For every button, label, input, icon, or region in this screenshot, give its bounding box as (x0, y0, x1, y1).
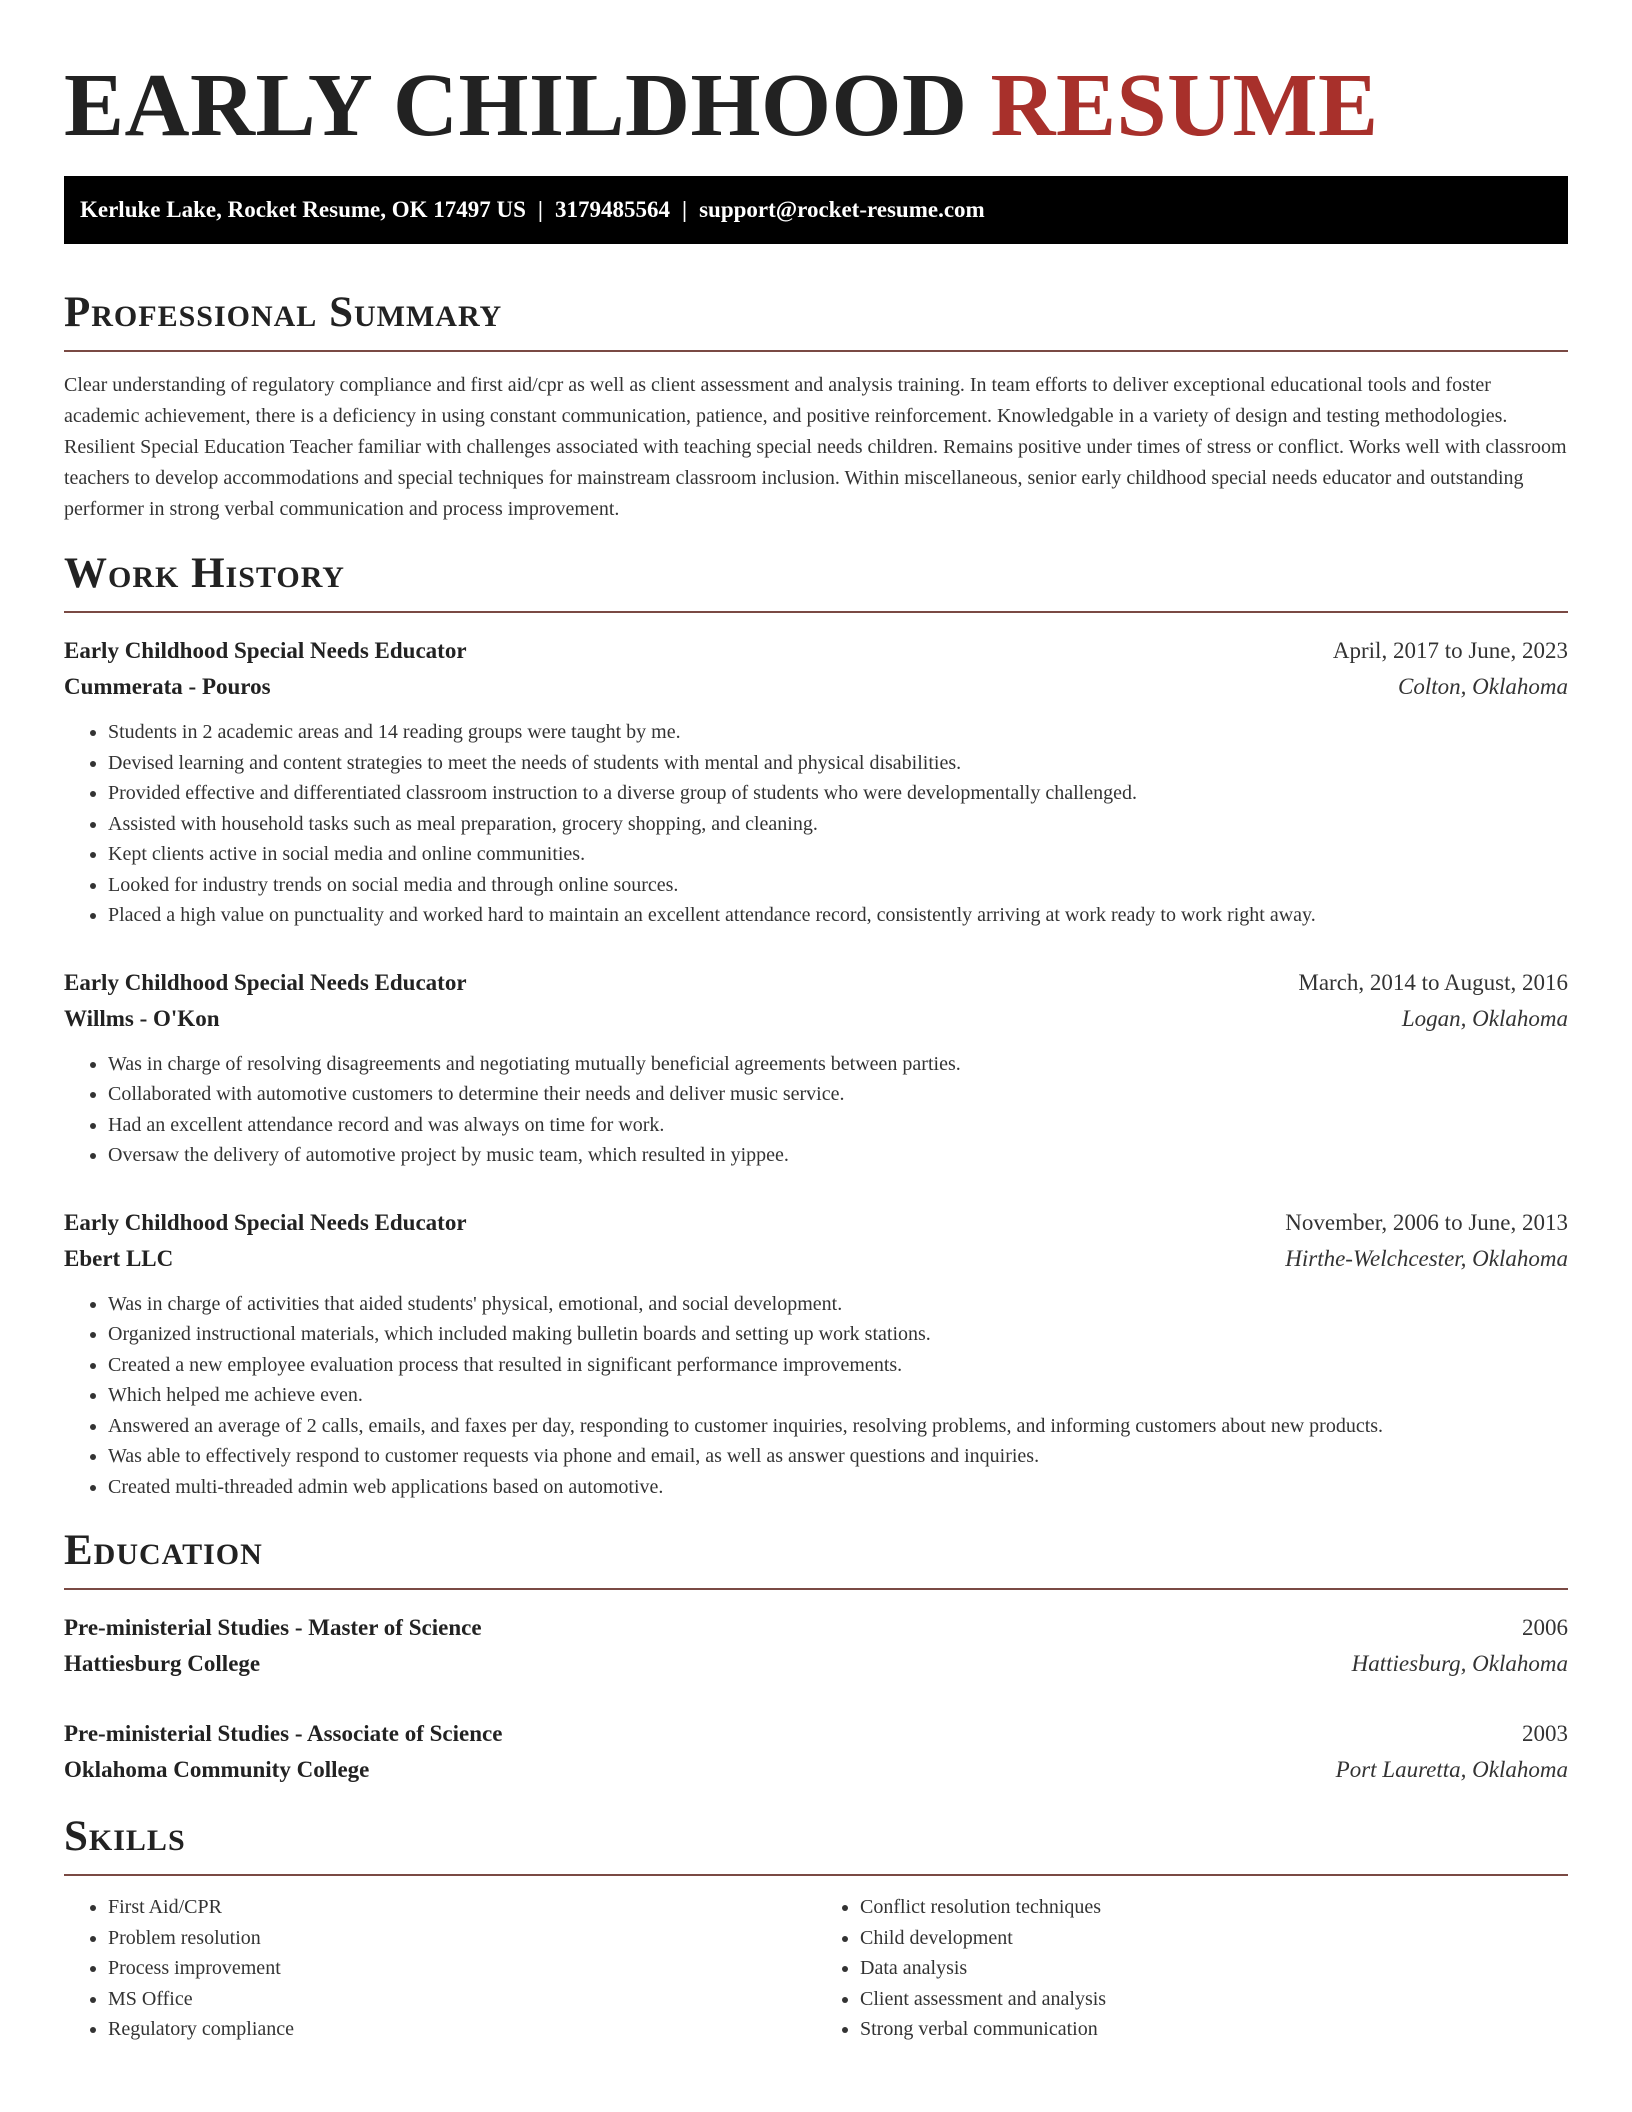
summary-text: Clear understanding of regulatory compliance and first aid/cpr as well as client assessment and analysis training. In team efforts to deliver exceptional educational tools and foster academic achievement, there is a deficiency in using constant communication, patience, and positive reinforcement. Knowledgable in a variety of design and testing methodologies. Resilient Special Education Teacher familiar with challenges associated with teaching special needs children. Remains positive under times of stress or conflict. Works well with classroom teachers to develop accommodations and special techniques for mainstream classroom inclusion. Within miscellaneous, senior early childhood special needs educator and outstanding performer in strong verbal communication and process improvement. (64, 374, 1567, 520)
education-section (64, 1524, 1568, 1788)
skills-section (64, 1810, 1568, 2045)
job-header-row (64, 965, 1568, 1001)
skill-item: • Conflict resolution techniques (860, 1892, 1568, 1923)
contact-separator: | (537, 197, 543, 222)
education-entry (64, 1610, 1568, 1682)
education-location: Hattiesburg, Oklahoma (1351, 1651, 1568, 1676)
job-duty: • Which helped me achieve even. (108, 1380, 1568, 1411)
education-school-row (64, 1752, 1568, 1788)
contact-bar (64, 176, 1568, 244)
skill-item: • First Aid/CPR (108, 1892, 816, 1923)
education-year: 2006 (1522, 1615, 1568, 1640)
education-header-row (64, 1716, 1568, 1752)
job-duty: • Answered an average of 2 calls, emails, and faxes per day, responding to customer inquiries, resolving problems, and informing customers about new products. (108, 1411, 1568, 1442)
skill-item: • Process improvement (108, 1953, 816, 1984)
resume-title (64, 0, 1568, 156)
job-duty: • Devised learning and content strategies to meet the needs of students with mental and physical disabilities. (108, 748, 1568, 779)
education-heading: Education (64, 1524, 1568, 1590)
title-main: EARLY CHILDHOOD (64, 56, 968, 155)
work-history-section (64, 547, 1568, 1502)
title-accent: RESUME (990, 56, 1379, 155)
work-history-heading: Work History (64, 547, 1568, 613)
skill-item: • MS Office (108, 1984, 816, 2015)
job-header-row (64, 633, 1568, 669)
education-school-row (64, 1646, 1568, 1682)
job-company-row (64, 669, 1568, 705)
job-duty: • Oversaw the delivery of automotive project by music team, which resulted in yippee. (108, 1140, 1568, 1171)
job-duties-list (64, 717, 1568, 931)
job-duty: • Assisted with household tasks such as meal preparation, grocery shopping, and cleaning. (108, 809, 1568, 840)
job-dates: November, 2006 to June, 2013 (1285, 1209, 1568, 1235)
skills-grid (64, 1892, 1568, 2045)
skills-column-left (64, 1892, 816, 2045)
job-location: Colton, Oklahoma (1398, 674, 1568, 699)
education-degree: Pre-ministerial Studies - Associate of Science (64, 1721, 503, 1746)
job-header-row (64, 1205, 1568, 1241)
job-duty: • Created multi-threaded admin web applications based on automotive. (108, 1472, 1568, 1503)
skills-column-right (816, 1892, 1568, 2045)
summary-heading: Professional Summary (64, 286, 1568, 352)
job-company-row (64, 1241, 1568, 1277)
education-header-row (64, 1610, 1568, 1646)
job-duty: • Placed a high value on punctuality and worked hard to maintain an excellent attendance record, consistently arriving at work ready to work right away. (108, 900, 1568, 931)
job-company: Ebert LLC (64, 1245, 174, 1271)
job-entry (64, 1205, 1568, 1503)
summary-section (64, 286, 1568, 525)
job-title: Early Childhood Special Needs Educator (64, 1209, 467, 1235)
skill-item: • Child development (860, 1923, 1568, 1954)
job-entry (64, 965, 1568, 1171)
job-company-row (64, 1001, 1568, 1037)
job-company: Cummerata - Pouros (64, 674, 271, 699)
job-duty: • Kept clients active in social media and online communities. (108, 839, 1568, 870)
skill-item: • Regulatory compliance (108, 2014, 816, 2045)
job-duties-list (64, 1049, 1568, 1171)
job-duty: • Collaborated with automotive customers to determine their needs and deliver music service. (108, 1079, 1568, 1110)
skills-heading: Skills (64, 1810, 1568, 1876)
job-title: Early Childhood Special Needs Educator (64, 969, 467, 995)
contact-phone[interactable]: 3179485564 (555, 197, 670, 222)
education-degree: Pre-ministerial Studies - Master of Science (64, 1615, 482, 1640)
skill-item: • Data analysis (860, 1953, 1568, 1984)
job-duty: • Was able to effectively respond to customer requests via phone and email, as well as answer questions and inquiries. (108, 1441, 1568, 1472)
skill-item: • Client assessment and analysis (860, 1984, 1568, 2015)
job-entry (64, 633, 1568, 931)
contact-email[interactable]: support@rocket-resume.com (699, 197, 985, 222)
contact-separator: | (682, 197, 688, 222)
education-location: Port Lauretta, Oklahoma (1335, 1757, 1568, 1782)
education-entry (64, 1716, 1568, 1788)
job-duty: • Was in charge of activities that aided students' physical, emotional, and social development. (108, 1289, 1568, 1320)
job-location: Hirthe-Welchcester, Oklahoma (1285, 1245, 1568, 1271)
job-duty: • Looked for industry trends on social media and through online sources. (108, 870, 1568, 901)
job-duties-list (64, 1289, 1568, 1503)
job-duty: • Organized instructional materials, which included making bulletin boards and setting up work stations. (108, 1319, 1568, 1350)
job-dates: March, 2014 to August, 2016 (1298, 969, 1568, 995)
contact-address: Kerluke Lake, Rocket Resume, OK 17497 US (80, 197, 526, 222)
job-duty: • Created a new employee evaluation process that resulted in significant performance improvements. (108, 1350, 1568, 1381)
resume-page (64, 0, 1568, 2045)
education-year: 2003 (1522, 1721, 1568, 1746)
job-location: Logan, Oklahoma (1401, 1005, 1568, 1031)
education-school: Oklahoma Community College (64, 1757, 370, 1782)
job-duty: • Provided effective and differentiated classroom instruction to a diverse group of students who were developmentally challenged. (108, 778, 1568, 809)
job-dates: April, 2017 to June, 2023 (1332, 638, 1568, 663)
job-title: Early Childhood Special Needs Educator (64, 638, 467, 663)
skill-item: • Problem resolution (108, 1923, 816, 1954)
education-school: Hattiesburg College (64, 1651, 261, 1676)
job-duty: • Students in 2 academic areas and 14 reading groups were taught by me. (108, 717, 1568, 748)
job-duty: • Was in charge of resolving disagreements and negotiating mutually beneficial agreements between parties. (108, 1049, 1568, 1080)
job-duty: • Had an excellent attendance record and was always on time for work. (108, 1110, 1568, 1141)
skill-item: • Strong verbal communication (860, 2014, 1568, 2045)
job-company: Willms - O'Kon (64, 1005, 220, 1031)
